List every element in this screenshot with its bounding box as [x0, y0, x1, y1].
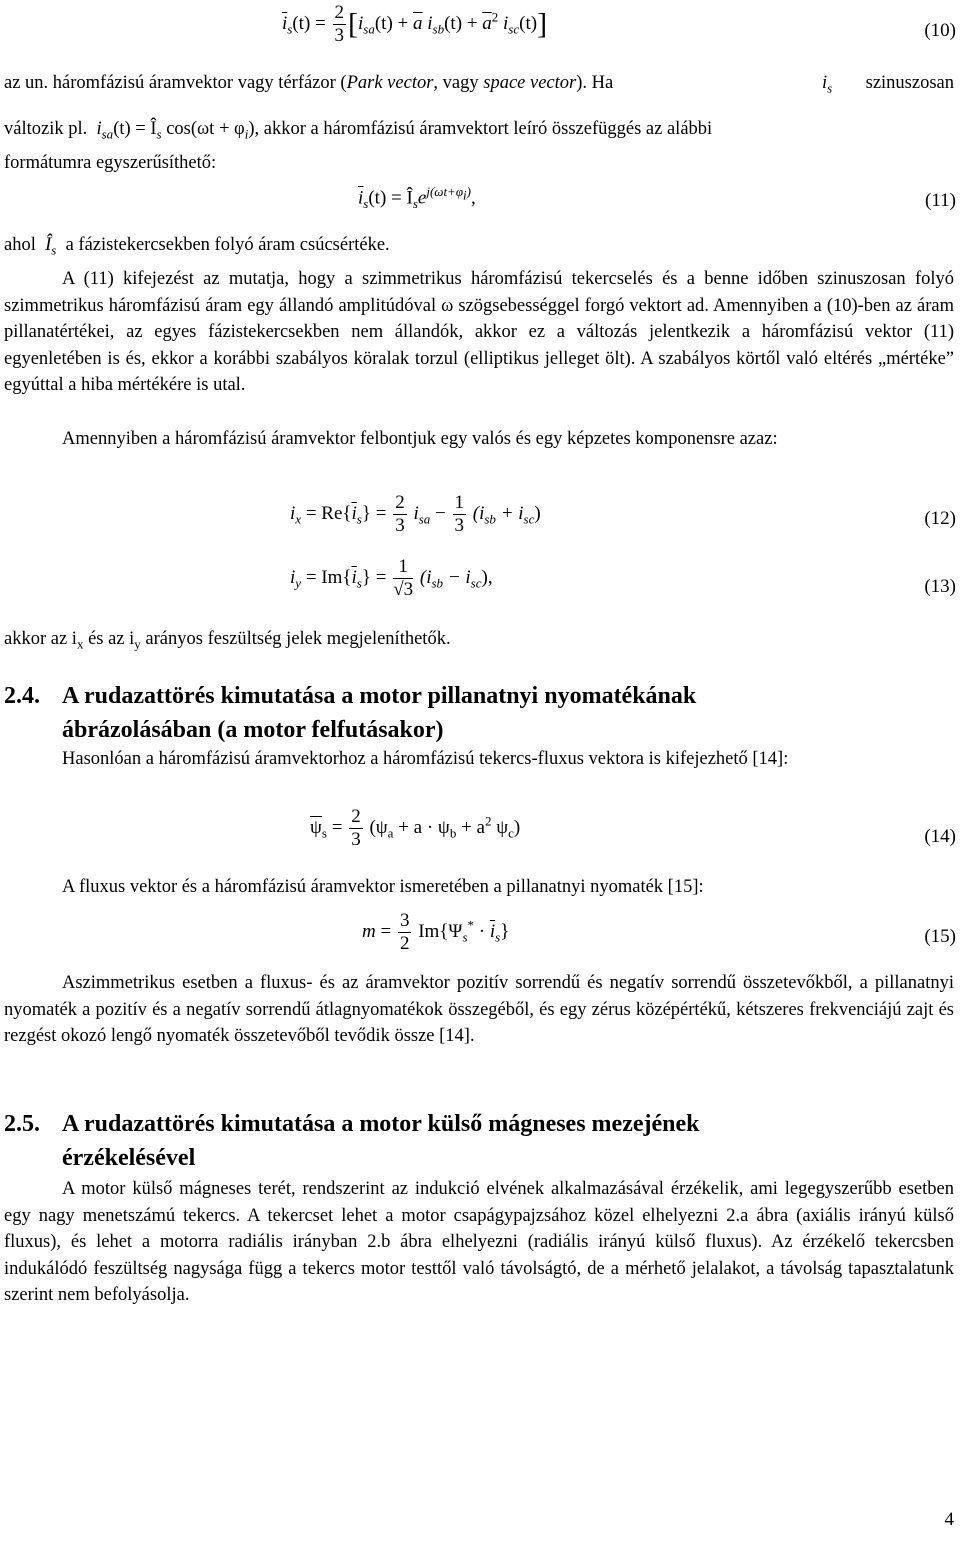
equation-11: $\overline{i}_s(t)$ = $Î_se^{j(\omega t+\varphi_i)}$, [358, 184, 476, 212]
equation-10-number: (10) [924, 20, 956, 41]
paragraph-8: A motor külső mágneses terét, rendszerint az indukció elvének alkalmazásával érzékelik, ami legegyszerűbb esetben egy nagy menetszámú tekercs. A tekercset lehet a motor csapágypajzsához közel elhelyezni 2.a ábra (axiális irányú külső fluxus), és lehet a motorra radiális irányban 2.b ábra elhelyezni (radiális irányú külső fluxus). Az érzékelő tekercsben indukálódó feszültség nagysága függ a tekercs motor testtől való távolságtó, de a mérhető jelalakot, a távolság tapasztalatunk szerint nem befolyásolja. [4, 1179, 954, 1306]
equation-15-number: (15) [924, 926, 956, 947]
section-heading-2-4: 2.4. A rudazattörés kimutatása a motor pillanatnyi nyomatékának ábrázolásában (a motor felfutásakor) [4, 683, 697, 743]
equation-14: $\overline{\psi}_s$ = $\frac{2}{3}$ ($\psi_a + a \cdot \psi_b + a^2$ $\psi_c$) [310, 806, 521, 850]
paragraph-1-line-2: változik pl. $i_{sa}(t)$ = $Î_s$ $\cos(\omega t + \varphi_i)$, akkor a háromfázisú áramvektort leíró összefüggés az alábbi [4, 119, 713, 142]
paragraph-2: A (11) kifejezést az mutatja, hogy a szimmetrikus háromfázisú tekercselés és a benne időben szinuszosan folyó szimmetrikus háromfázisú áram egy állandó amplitúdóval ω szögsebességgel forgó vektort ad. Amennyiben a (10)-ben az áram pillanatértékei, az egyes fázistekercsekben nem állandók, akkor ez a változás jelentkezik a háromfázisú vektor (11) egyenletében is és, ekkor a korábbi szabályos köralak torzul (elliptikus jelleget ölt). A szabályos körtől való eltérés „mértéke” egyúttal a hiba mértékére is utal. [4, 269, 954, 396]
paragraph-7: Aszimmetrikus esetben a fluxus- és az áramvektor pozitív sorrendű és negatív sorrendű összetevőkből, a pillanatnyi nyomaték a pozitív és a negatív sorrendű átlagnyomatékok összegéből, és egy zérus középértékű, kétszeres frekvenciájú zajt és rezgést okozó lengő nyomaték összetevőből tevődik össze [14]. [4, 973, 954, 1047]
paragraph-5: Hasonlóan a háromfázisú áramvektorhoz a háromfázisú tekercs-fluxus vektora is kifejezhető [14]: [62, 749, 789, 769]
equation-15: m = $\frac{3}{2}$ $Im\{\Psi_s^* \cdot \overline{i}_s\}$ [362, 910, 510, 954]
section-heading-2-5: 2.5. A rudazattörés kimutatása a motor külső mágneses mezejének érzékelésével [4, 1111, 700, 1171]
paragraph-4: akkor az $i_x$ és az $i_y$ arányos feszültség jelek megjeleníthetők. [4, 629, 451, 652]
equation-11-number: (11) [925, 190, 956, 211]
equation-13: $i_y = Im\{\overline{i}_s\}$ = $\frac{1}{√3}$ $(i_{sb} - i_{sc})$, [290, 556, 493, 600]
equation-12-number: (12) [924, 508, 956, 529]
equation-13-number: (13) [924, 576, 956, 597]
equation-14-number: (14) [924, 826, 956, 847]
page-number: 4 [944, 1509, 954, 1530]
paragraph-3: Amennyiben a háromfázisú áramvektor felbontjuk egy valós és egy képzetes komponensre azaz: [62, 429, 778, 449]
ahol-line: ahol $Î_s$ a fázistekercsekben folyó áram csúcsértéke. [4, 235, 390, 258]
paragraph-1-line-1: az un. háromfázisú áramvektor vagy térfázor (Park vector, vagy space vector). Ha $i_s$ szinuszosan [4, 73, 954, 96]
paragraph-1-line-3: formátumra egyszerűsíthető: [4, 153, 217, 173]
equation-10: $\overline{i}_s(t)$ = $\frac{2}{3}$ [$i_{sa}(t) + \overline{a}$ $i_{sb}(t) + \overline{a}^2$ $i_{sc}(t)$] [282, 2, 548, 46]
paragraph-6: A fluxus vektor és a háromfázisú áramvektor ismeretében a pillanatnyi nyomaték [15]: [62, 877, 704, 897]
equation-12: $i_x = Re\{\overline{i}_s\}$ = $\frac{2}{3}$ $i_{sa}$ − $\frac{1}{3}$ $(i_{sb} + i_{sc})$ [290, 492, 541, 536]
